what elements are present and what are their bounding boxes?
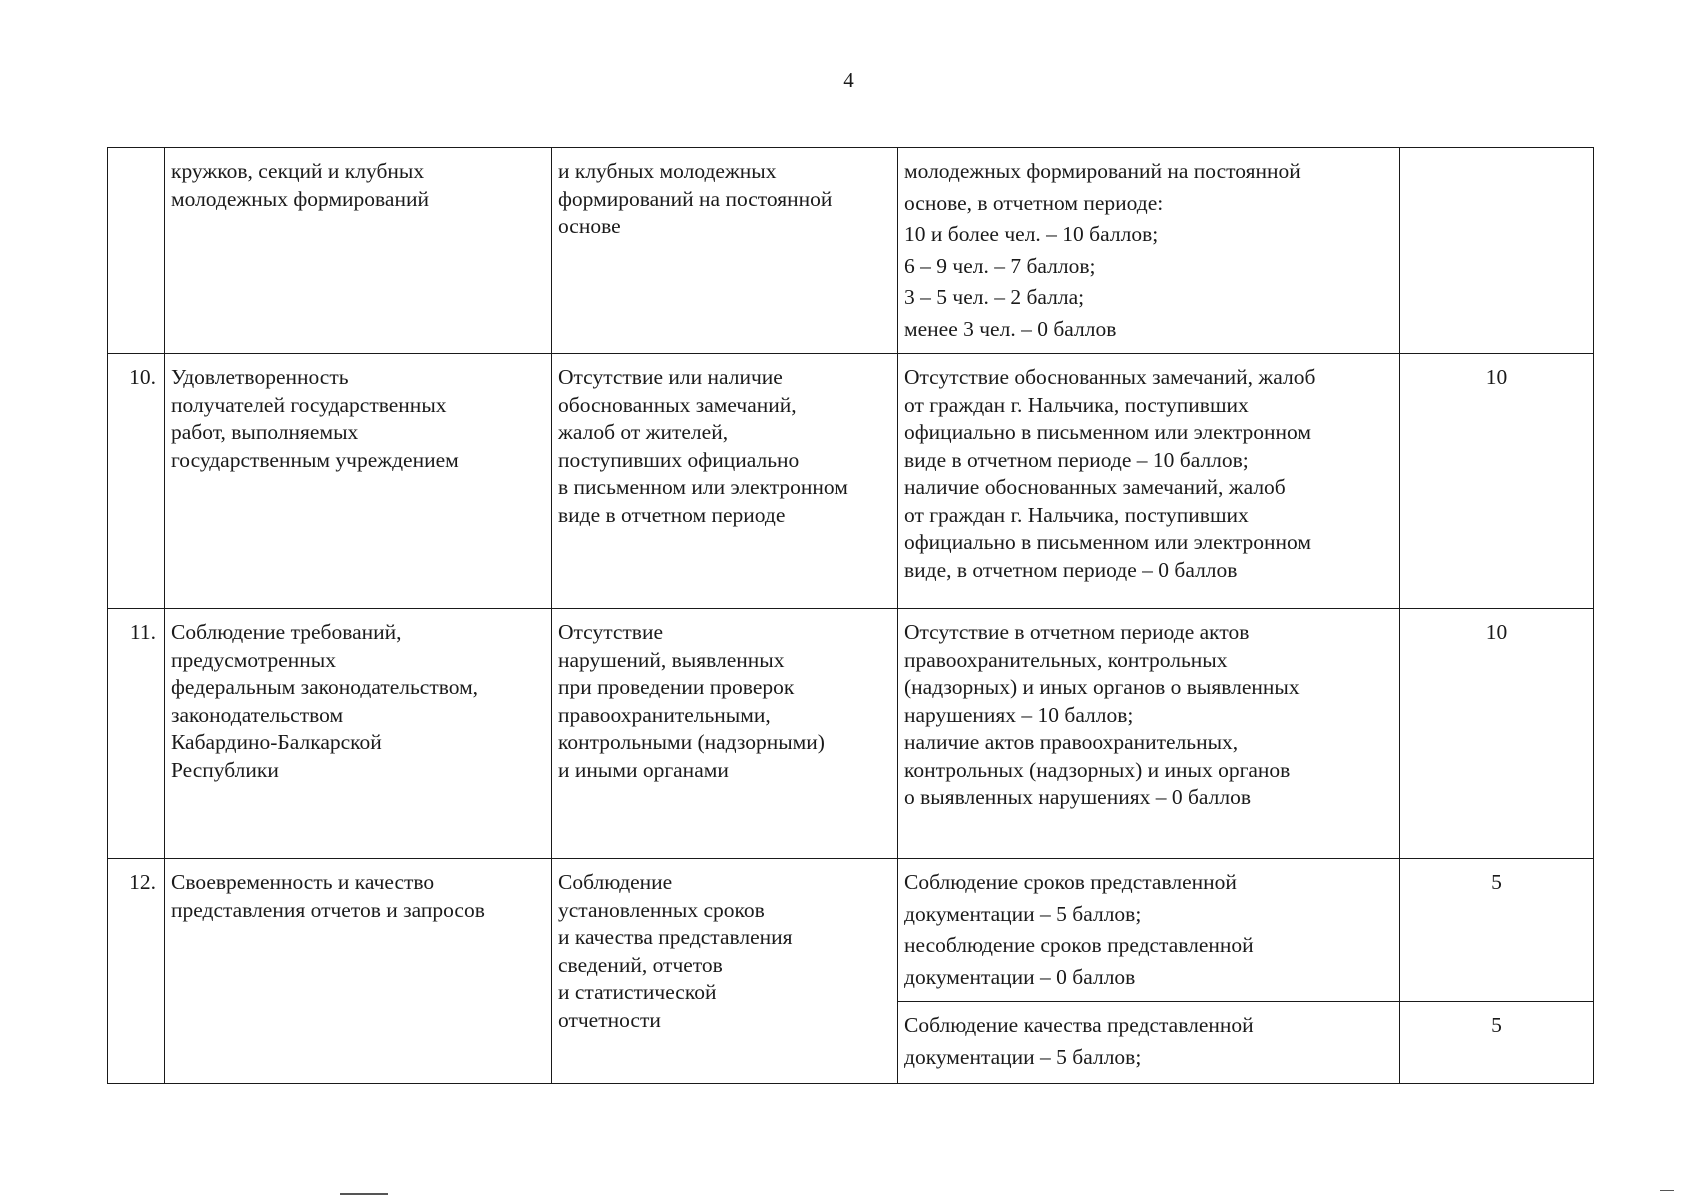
- text-line: (надзорных) и иных органов о выявленных: [904, 675, 1300, 699]
- max-score-cell: 10: [1400, 354, 1594, 609]
- text-line: наличие обоснованных замечаний, жалоб: [904, 475, 1286, 499]
- text-line: виде в отчетном периоде – 10 баллов;: [904, 447, 1249, 472]
- indicator-cell: [552, 354, 898, 609]
- page-number: 4: [843, 68, 854, 92]
- text-line: законодательством: [171, 702, 344, 727]
- text-line: получателей государственных: [171, 392, 447, 417]
- text-line: Соблюдение сроков представленной: [904, 870, 1237, 894]
- text-line: контрольных (надзорных) и иных органов: [904, 757, 1291, 782]
- text-line: нарушениях – 10 баллов;: [904, 702, 1134, 727]
- indicator-cell: [552, 859, 898, 1084]
- scan-artifact: [1660, 1190, 1674, 1191]
- criteria-table: [107, 147, 1594, 1084]
- text-line: виде, в отчетном периоде – 0 баллов: [904, 557, 1238, 582]
- text-line: 10 и более чел. – 10 баллов;: [904, 222, 1159, 246]
- table-row: [108, 859, 1594, 1002]
- text-line: Удовлетворенность: [171, 365, 349, 389]
- text-line: и иными органами: [558, 757, 729, 782]
- scan-artifact: [340, 1193, 388, 1195]
- text-line: документации – 5 баллов;: [904, 901, 1142, 926]
- text-line: представления отчетов и запросов: [171, 897, 485, 922]
- row-number: 11.: [108, 609, 165, 859]
- text-line: молодежных формирований: [171, 186, 429, 211]
- text-line: официально в письменном или электронном: [904, 530, 1311, 554]
- text-line: Отсутствие: [558, 620, 663, 644]
- text-line: от граждан г. Нальчика, поступивших: [904, 502, 1249, 527]
- text-line: Соблюдение качества представленной: [904, 1013, 1254, 1037]
- text-line: Кабардино-Балкарской: [171, 730, 382, 754]
- text-line: поступивших официально: [558, 447, 800, 472]
- row-number: [108, 148, 165, 354]
- text-line: менее 3 чел. – 0 баллов: [904, 316, 1117, 341]
- text-line: и качества представления: [558, 925, 793, 949]
- text-line: от граждан г. Нальчика, поступивших: [904, 392, 1249, 417]
- text-line: Своевременность и качество: [171, 870, 435, 894]
- text-line: кружков, секций и клубных: [171, 159, 425, 183]
- text-line: федеральным законодательством,: [171, 675, 479, 699]
- max-score-cell: [1400, 148, 1594, 354]
- scoring-cell: [898, 1002, 1400, 1084]
- text-line: официально в письменном или электронном: [904, 420, 1311, 444]
- indicator-cell: [552, 148, 898, 354]
- row-number: 12.: [108, 859, 165, 1084]
- text-line: установленных сроков: [558, 897, 765, 922]
- text-line: Отсутствие обоснованных замечаний, жалоб: [904, 365, 1316, 389]
- text-line: Отсутствие или наличие: [558, 365, 783, 389]
- text-line: правоохранительными,: [558, 702, 771, 727]
- text-line: основе, в отчетном периоде:: [904, 190, 1164, 215]
- table-row: [108, 609, 1594, 859]
- text-line: отчетности: [558, 1007, 661, 1032]
- max-score-cell: 5: [1400, 859, 1594, 1002]
- text-line: виде в отчетном периоде: [558, 502, 786, 527]
- criterion-cell: [165, 609, 552, 859]
- text-line: о выявленных нарушениях – 0 баллов: [904, 785, 1252, 809]
- criterion-cell: [165, 148, 552, 354]
- indicator-cell: [552, 609, 898, 859]
- text-line: сведений, отчетов: [558, 952, 723, 977]
- scoring-cell: [898, 859, 1400, 1002]
- text-line: жалоб от жителей,: [558, 420, 729, 444]
- text-line: наличие актов правоохранительных,: [904, 730, 1239, 754]
- scoring-cell: [898, 148, 1400, 354]
- text-line: формирований на постоянной: [558, 186, 833, 211]
- scoring-cell: [898, 354, 1400, 609]
- text-line: Соблюдение: [558, 870, 673, 894]
- criterion-cell: [165, 354, 552, 609]
- text-line: предусмотренных: [171, 647, 336, 672]
- row-number: 10.: [108, 354, 165, 609]
- max-score-cell: 5: [1400, 1002, 1594, 1084]
- text-line: основе: [558, 214, 621, 238]
- text-line: обоснованных замечаний,: [558, 392, 797, 417]
- text-line: и клубных молодежных: [558, 159, 777, 183]
- text-line: Соблюдение требований,: [171, 620, 402, 644]
- text-line: 6 – 9 чел. – 7 баллов;: [904, 253, 1096, 278]
- text-line: правоохранительных, контрольных: [904, 647, 1228, 672]
- text-line: документации – 0 баллов: [904, 964, 1136, 989]
- criterion-cell: [165, 859, 552, 1084]
- table-row: [108, 148, 1594, 354]
- text-line: государственным учреждением: [171, 447, 459, 472]
- text-line: документации – 5 баллов;: [904, 1044, 1142, 1069]
- text-line: 3 – 5 чел. – 2 балла;: [904, 285, 1085, 309]
- text-line: молодежных формирований на постоянной: [904, 159, 1301, 183]
- text-line: Республики: [171, 757, 279, 782]
- table-row: [108, 354, 1594, 609]
- text-line: нарушений, выявленных: [558, 647, 785, 672]
- text-line: работ, выполняемых: [171, 420, 359, 444]
- text-line: контрольными (надзорными): [558, 730, 825, 754]
- text-line: несоблюдение сроков представленной: [904, 933, 1254, 957]
- text-line: при проведении проверок: [558, 675, 795, 699]
- text-line: Отсутствие в отчетном периоде актов: [904, 620, 1250, 644]
- text-line: и статистической: [558, 980, 717, 1004]
- text-line: в письменном или электронном: [558, 475, 848, 499]
- scoring-cell: [898, 609, 1400, 859]
- max-score-cell: 10: [1400, 609, 1594, 859]
